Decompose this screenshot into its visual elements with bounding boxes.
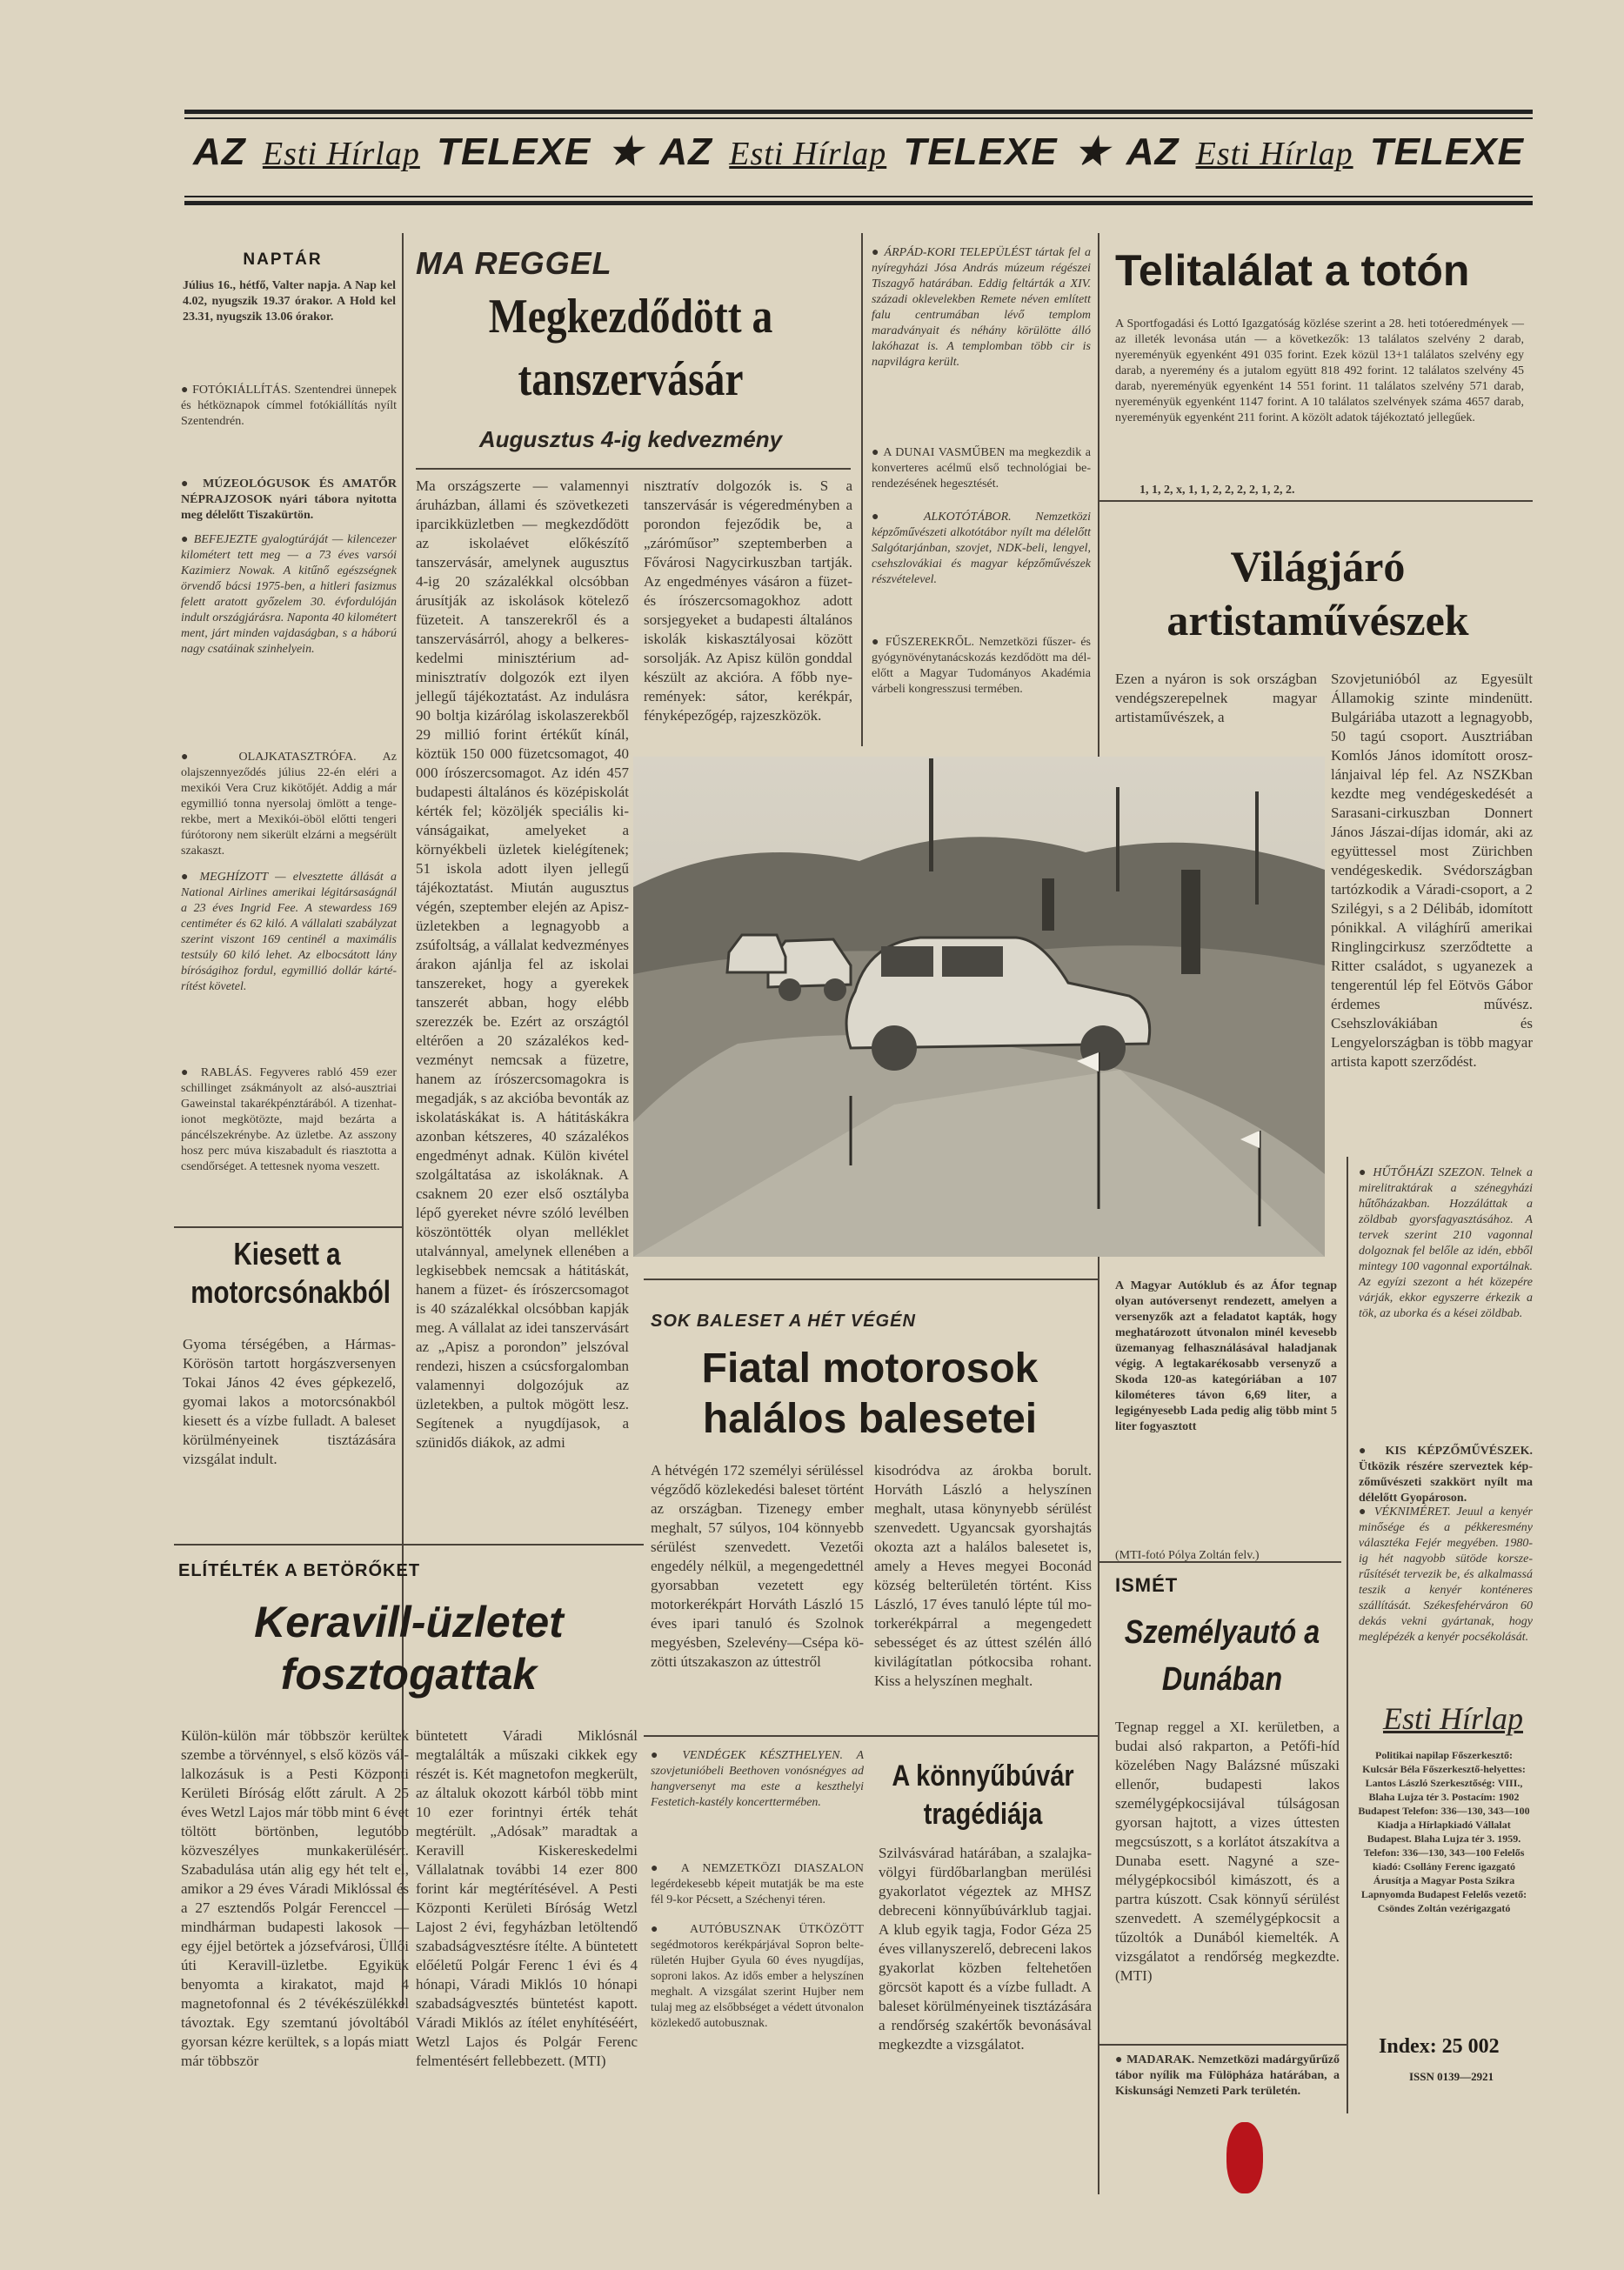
brief-diaszalon: ● A NEMZETKÖZI DIASZALON legérdekesebb képeit mutatják be ma este fél 9-kor Pécsett, a Széchenyi téren. — [651, 1862, 864, 1906]
banner-group-3 — [1126, 130, 1524, 174]
brief-fotokiallitas: ● FOTÓKIÁLLÍTÁS. Szentendrei ünnepek és hétköznapok címmel fotókiállítás nyílt Szentendrén. — [181, 384, 397, 428]
brief-hutohazi: ● HŰTŐHÁZI SZEZON. Telnek a mirelitraktárak a szénegyházi hűtőházakban. Hozzáláttak a zöldbab gyorsfagyasztásához. A tervek szerint 210 vagonnal dolgoznak fel belőle az idén, ebből mintegy 100 vagonnal exportálnak. Az egyízi szezont a hét közepére várják, ekkor egyszerre érkezik a tök, az uborka és a kései zöldbab. — [1359, 1166, 1533, 1320]
banner-logo: Esti Hírlap — [1195, 135, 1353, 172]
ma-reggel-subtitle: Augusztus 4-ig kedvezmény — [478, 426, 783, 452]
keravill-title: Keravill-üzletet fosztogattak — [254, 1598, 564, 1699]
naptar-text: Július 16., hétfő, Valter napja. A Nap kel 4.02, nyugszik 19.37 órakor. A Hold kel 23.31, nyugszik 13.06 órakor. — [183, 279, 396, 324]
brief-olajkatasztrofa: ● OLAJKATASZTRÓFA. Az olajszennyeződés július 22-én eléri a mexikói Vera Cruz kikötőjét. Addig a már egymillió tonna nyersolaj ömlött a tengerekbe, mert a Mexikói-öböl előtti tengeri fúrótorony nem sikerült elzárni a megsérült szakaszt. — [181, 751, 397, 858]
banner-az: AZ — [193, 130, 246, 173]
banner-telexe: TELEXE — [437, 130, 591, 173]
sok-baleset-col1: A hétvégén 172 személyi sérüléssel végződő közlekedési baleset történt az országban. Tizenegy ember meghalt, 57 súlyos, 104 könnyebb sérülést szenvedett. Vezetői engedély nélkül, a megengedettnél gyorsabban vezetett egy motorkerékpárt Horváth László 15 éves ipari tanuló és Szolnok megyésben, Szelevény—Csépa közötti útszakaszon az úttestről — [651, 1462, 864, 1670]
race-photo — [633, 757, 1325, 1257]
brief-meghizott: ● MEGHÍZOTT — elvesztette állását a National Airlines amerikai légitársaságnál a 23 éves Ingrid Fee. A stewardess 169 centiméter és 62 kiló. A vállalati szabályzat szerint viszont 169 centinél a maximális testsúly 60 kiló lehet. Az elbocsátott lány bíróságihoz fordul, egymillió dollár kártérítést követel. — [181, 871, 397, 993]
ma-reggel-title: Megkezdődött a tanszervásár — [488, 290, 773, 406]
banner-az: AZ — [659, 130, 713, 173]
impressum-index: Index: 25 002 — [1379, 2035, 1500, 2058]
ma-reggel-col2: nisztratív dolgozók is. S a tanszervásár is végeredményben a porondon fejeződik be, a „záróműsor” szeptemberben a Fővárosi Nagycirkuszban tartják. Az engedményes vásáron a füzet- és írószercsomagokhoz adott sorsjegyeket a budapesti általános iskolák kiskasztályosai között sorsolják. Az Apisz külön gonddal készült az akcióra. A főbb nyeremények: sátor, kerékpár, fényképezőgép, rajzeszközök. — [644, 477, 852, 724]
keravill-col1: Külön-külön már többször kerültek szembe a törvénnyel, s első közös vállalkozásuk is a Pesti Központi Kerületi Bíróság előtt zárult. A 25 éves Wetzl Lajos már több mint 6 évet töltött börtönben, legutóbb közveszélyes munkakerülésért. Szabadulása után alig egy hét telt el, amikor a 29 éves Váradi Miklóssal és a 27 esztendős Polgár Ferenccel — mindhárman budapesti lakosok — egy éjjel betörtek a józsefvárosi, Üllői úti Keravill-üzletbe. Egyikük benyomta a kirakatot, majd 4 magnetofonnal és 2 tévékészülékkel távoztak. Egy szemtanú jóvoltából gyorsan kézre kerültek, s a lopás miatt már többször — [181, 1727, 409, 2069]
vilagjaro-col2: Szovjetunióból az Egyesült Államokig szinte mindenütt. Bulgáriába utazott a legnagyobb, 50 tagú csoport. Ausztriában Komlós János idomított oroszlánjaival lép fel. Az NSZKban kezdte meg vendégeskedését a Sarasani-cirkuszban Donnert János Jászai-díjas idomár, aki az együttessel most Zürichben vendégeskedik. Svédországban tartózkodik a Váradi-csoport, a 2 Szilégyi, s a 2 Délibáb, idomított pónikkal. A világhírű amerikai Ringlingcirkusz szerződtette a Ritter családot, s ugyanezek a tengerentúl lép fel Eötvös Gábor érdemes művész. Csehszlovákiában és Lengyelországban is több magyar artista kapott szerződést. — [1331, 671, 1533, 1070]
brief-rablas: ● RABLÁS. Fegyveres rabló 459 ezer schillinget zsákmányolt az alsó-ausztriai Gaweinstal takarékpénztárából. A tizenhationot megkötözte, majd bezárta a páncélszekrénybe. Az üzletbe. Az asszony hosz perc múva kiszabadult és riasztotta a csendőrséget. A tettesnek nyoma veszett. — [181, 1066, 397, 1173]
brief-dunai-vasmu: ● A DUNAI VASMŰBEN ma megkezdik a konverteres acélmű első technológiai berendezésének hegesztését. — [872, 446, 1091, 491]
section-rule — [644, 1279, 1098, 1280]
kiesett-title: Kiesett a motorcsónakból — [190, 1236, 391, 1310]
telitalalat-result: 1, 1, 2, x, 1, 1, 2, 2, 2, 2, 1, 2, 2. — [1139, 484, 1295, 497]
photo-credit: (MTI-fotó Pólya Zoltán felv.) — [1115, 1549, 1260, 1562]
sok-baleset-col2: kisodródva az árokba borult. Horváth László a helyszínen meghalt, utasa könynyebb sérülést szenvedett. Ugyancsak gyorshajtás okozta azt a halálos balesetet is, amely a Heves megyei Boconád község belterületén történt. Kiss László, 17 éves tanuló lépte túl motorkerékpárral a megengedett sebességet és az úttest szélén álló kivilágítatlan pótkocsiba rohant. Kiss a helyszínen meghalt. — [874, 1462, 1092, 1689]
section-rule — [174, 1226, 402, 1228]
star-icon: ★ — [1073, 130, 1110, 173]
banner-telexe: TELEXE — [903, 130, 1058, 173]
konnyubuvar-title: A könnyűbúvár tragédiája — [892, 1759, 1074, 1831]
brief-kis-kepzomuveszek: ● KIS KÉPZŐMŰVÉSZEK. Ütközik részére szerveztek képzőművészeti szakkört nyílt ma délelőtt Gyopároson. — [1359, 1445, 1533, 1505]
konnyubuvar-text: Szilvásvárad határában, a szalajka-völgyi fürdőbarlangban merülési gyakorlatot végeztek az MHSZ debreceni könnyűbúvárklub tagjai. A klub egyik tagja, Fodor Géza 25 éves villanyszerelő, debreceni lakos gyakorlat közben feltehetően görcsöt kapott és a vízbe fulladt. A baleset körülményeinek tisztázására a rendőrség szakértők bevonásával megkezdte a vizsgálatot. — [879, 1845, 1092, 2053]
brief-vendegek: ● VENDÉGEK KÉSZTHELYEN. A szovjetunióbeli Beethoven vonósnégyes ad hangversenyt ma este a keszthelyi Festetich-kastély koncerttermében. — [651, 1749, 864, 1809]
impressum-text: Politikai napilap Főszerkesztő: Kulcsár Béla Főszerkesztő-helyettes: Lantos László Szerkesztőség: VIII., Blaha Lujza tér 3. Postacím: 1902 Budapest Telefon: 336—130, 343—100 Kiadja a Hírlapkiadó Vállalat Budapest. Blaha Lujza tér 3. 1959. Telefon: 336—130, 343—100 Felelős kiadó: Csollány Ferenc igazgató Árusítja a Magyar Posta Szikra Lapnyomda Budapest Felelős vezető: Csöndes Zoltán vezérigazgató — [1358, 1749, 1530, 1914]
vilagjaro-title: Világjáró artistaművészek — [1166, 542, 1469, 644]
banner-group-1 — [193, 130, 591, 174]
keravill-kicker: ELÍTÉLTÉK A BETÖRŐKET — [178, 1561, 421, 1580]
keravill-col2: büntetett Váradi Miklósnál megtalálták a műszaki cikkek egy részét is. Két magnetofon megkerült, az általuk okozott kárból több mint 10 ezer forintnyi érték tehát megtérült. „Adósak” maradtak a Keravill Kiskereskedelmi Vállalatnak további 14 ezer 800 forint kár megtérítésével. A Pesti Központi Kerületi Bíróság Wetzl Lajost 2 évi, fegyházban letöltendő szabadságvesztésre ítélte. A büntetett előéletű Polgár Ferenc 1 évi és 4 hónapi, Váradi Miklós 10 hónapi szabadságvesztés büntetést kapott. Váradi Miklós az ítélet enyhítéséért, Wetzl Lajos és Polgár Ferenc felmentésért fellebbezett. (MTI) — [416, 1727, 638, 2069]
red-ink-mark — [1226, 2122, 1263, 2193]
star-icon: ★ — [607, 130, 644, 173]
naptar-title: NAPTÁR — [243, 250, 323, 269]
section-rule — [644, 1735, 1098, 1737]
section-rule — [1098, 2044, 1347, 2046]
sok-baleset-title: Fiatal motorosok halálos balesetei — [701, 1345, 1039, 1442]
kiesett-text: Gyoma térségében, a Hármas-Körösön tartott horgászversenyen Tokai János 42 éves gépkezelő, gyomai lakos a motorcsónakból kiesett és a vízbe fulladt. A baleset körülményeinek tisztázására vizsgálat indult. — [183, 1336, 396, 1467]
banner-row — [193, 130, 1524, 174]
brief-arpad-kori: ● ÁRPÁD-KORI TELEPÜLÉST tártak fel a nyíregyházi Jósa András múzeum régészei Tiszagyő határában. Eddig feltárták a XIV. századi oklevelekben Remete néven említett falu centrumában lévő templom maradványait és néhány körülötte álló lakóhazat is. A templomban több cir is napvilágra került. — [872, 246, 1091, 369]
brief-autobusznak: ● AUTÓBUSZNAK ÜTKÖZÖTT segédmotoros kerékpárjával Sopron belterületén Hujber Gyula 60 éves nyugdíjas, soproni lakos. Az idős ember a helyszínen meghalt. A vizsgálat szerint Hujber nem tulaj meg az elsőbbséget a védett útvonalon közlekedő autobusznak. — [651, 1923, 864, 2030]
column-rule — [1347, 1157, 1348, 2113]
brief-madarak: ● MADARAK. Nemzetközi madárgyűrűző tábor nyílik ma Fülöpháza határában, a Kiskunsági Nemzeti Park területén. — [1115, 2053, 1340, 2098]
ma-reggel-col1: Ma országszerte — valamennyi áruházban, állami és szövetkezeti iparcikküzletben — megkezdődött az iskolaévet előkészítő tanszervásár, amelynek augusztus 4-ig 20 százalékkal olcsóbban árusítják az iskolások kötelező füzeteit. A tanszerekről és a tanszervásárról, ahogy a belkereskedelmi minisztérium adminisztratív dolgozók ezt ilyen jellegű tájékoztatást. Az indulásra 90 boltja kizárólag iskolaszerekből 29 millió forint értékűt kínál, köztük 150 000 füzetcsomagot, 40 000 írószercsomagot. Az idén 457 budapesti általános és középiskolát kérték fel; közöljék speciális kivánságaikat, amelyeket a környékbeli üzletek kielégítenek; 51 iskola adott ilyen jellegű tájékoztatást. Miután augusztus végén, szeptember elején az Apiszüzletekben a legnagyobb a zsúfoltság, a vállalat kedvezményes árakon ajánlja fel az iskolai tanszereket, hogy a gyerekek tanszerét abban, hogy elébb szerezzék be. Ezért az országtól eltérően a 20 százalékos kedvezményt nemcsak a füzetre, hanem az írószercsomagokra is megadják, s az akcióba bevonták az iskolatáskákat is. A hátitáskákra azonban kétszeres, 40 százalékos engedményt adnak. Külön kivétel szolgáltatása az iskoláknak. A csaknem 20 ezer első osztályba lépő gyereket névre szóló levélben köszöntötték olyan melléklet utalvánnyal, amelynek ellenében a legkisebbek nemcsak a hátitáskát, hanem a füzet- és írószercsomagot is 40 százalékkal olcsóbban kapják meg. A vállalat az idei tanszervásárt az „Apisz a porondon” jelszóval rendezi, hiszen a csúcsforgalomban valamennyi dolgozójuk az üzletekben, a pultok mögött lesz. Segítenek a nyugdíjasok, a szünidős diákok, az admi — [416, 477, 629, 1451]
brief-muzeologusok: ● MÚZEOLÓGUSOK ÉS AMATŐR NÉPRAJZOSOK nyári tábora nyitotta meg délelőtt Tiszakürtön. — [181, 477, 397, 522]
banner-group-2 — [659, 130, 1057, 174]
race-photo-image — [633, 757, 1325, 1257]
photo-caption: A Magyar Autóklub és az Áfor tegnap olyan autóversenyt rendezett, amelyen a versenyzők azt a feladatot kapták, hogy meghatározott útvonalon minél kevesebb üzemanyag felhasználásával haladjanak végig. A legtakarékosabb versenyző a Skoda 120-as kategóriában a 107 kilométeres távon 6,69 liter, a legigényesebb Lada pedig alig több mint 5 liter fogyasztott — [1115, 1279, 1337, 1433]
impressum-logo: Esti Hírlap — [1383, 1701, 1524, 1736]
banner-telexe: TELEXE — [1369, 130, 1524, 173]
brief-alkototabor: ● ALKOTÓTÁBOR. Nemzetközi képzőművészeti alkotótábor nyílt ma délelőtt Salgótarjánban, szovjet, NDK-beli, lengyel, csehszlovákiai és magyar képzőművészek részvételevel. — [872, 511, 1091, 586]
brief-fuszerekrol: ● FŰSZEREKRŐL. Nemzetközi fűszer- és gyógynövénytanácskozás kezdődött ma délelőtt a Magyar Tudományos Akadémia várbeli kongresszusi termében. — [872, 636, 1091, 696]
banner-az: AZ — [1126, 130, 1180, 173]
ma-reggel-kicker: MA REGGEL — [416, 245, 612, 281]
brief-befejezte: ● BEFEJEZTE gyalogtúráját — kilencezer kilométert tett meg — a 73 éves varsói Kazimierz Nowak. A kitűnő egészségnek örvendő bácsi 1975-ben, a hitleri fasizmus felett aratott győzelem 30. évfordulóján indult országjárásra. Naponta 40 kilométert ment, járt minden vajdaságban, s a háború nagy csatáinak szinhelyein. — [181, 533, 397, 656]
ismet-kicker: ISMÉT — [1115, 1574, 1179, 1596]
telex-banner — [184, 110, 1533, 205]
section-rule — [174, 1544, 644, 1546]
banner-logo: Esti Hírlap — [729, 135, 887, 172]
telitalalat-title: Telitalálat a totón — [1115, 246, 1470, 295]
column-rule — [861, 233, 863, 746]
banner-rule-top — [184, 117, 1533, 119]
sok-baleset-kicker: SOK BALESET A HÉT VÉGÉN — [651, 1312, 916, 1331]
vilagjaro-col1: Ezen a nyáron is sok országban vendégszerepelnek magyar artistaművészek, a — [1115, 671, 1317, 725]
ismet-text: Tegnap reggel a XI. kerületben, a budai alsó rakparton, a Petőfi-híd közelében Nagy Balázsné műszaki ellenőr, budapesti lakos személygépkocsijával túlságosan gyorsan hajtott, a vizes úttesten megcsúszott, s a korlátot átszakítva a Dunaba esett. Nagyné a személygépkocsiból kimászott, és a partra kúszott. Csak könnyű sérülést szenvedett. A személygépkocsit a tűzoltók a Dunából kiemelték. A vizsgálatot a rendőrség megkezdte. (MTI) — [1115, 1719, 1340, 1984]
banner-rule-bottom — [184, 196, 1533, 197]
section-rule — [416, 468, 851, 470]
telitalalat-text: A Sportfogadási és Lottó Igazgatóság közlése szerint a 28. heti totóeredmények — az illeték levonása után — a következők: 13 találatos szelvény 2 darab, nyereményük egyenként 491 035 forint. Ezek közül 13+1 találatos szelvény egy darab, a nyeremény és a jutalom együtt 818 492 forint. 12 találatos szelvény 45 darab, nyereményük egyenként 14 551 forint. 11 találatos szelvény 571 darab, nyereményük egyenként 1147 forint. A 10 találatos szelvények száma 4657 darab, nyereményük egyenként 211 forint. A közölt adatok tájékoztató jellegűek. — [1115, 317, 1524, 424]
section-rule — [1098, 500, 1533, 502]
impressum-issn: ISSN 0139—2921 — [1409, 2070, 1494, 2083]
banner-logo: Esti Hírlap — [262, 135, 420, 172]
ismet-title: Személyautó a Dunában — [1124, 1614, 1320, 1698]
brief-vekni: ● VÉKNIMÉRET. Jeuul a kenyér minősége és a pékkeresmény választéka Fejér megyében. 1980-ig hét nagyobb sütöde korszerűsítését tervezik be, és alkalmassá teszik a kenyér konténeres szállítását. Székesfehérváron 60 dekás vekni gyártanak, hogy meglépézék a kenyér pocsékolását. — [1359, 1506, 1533, 1644]
